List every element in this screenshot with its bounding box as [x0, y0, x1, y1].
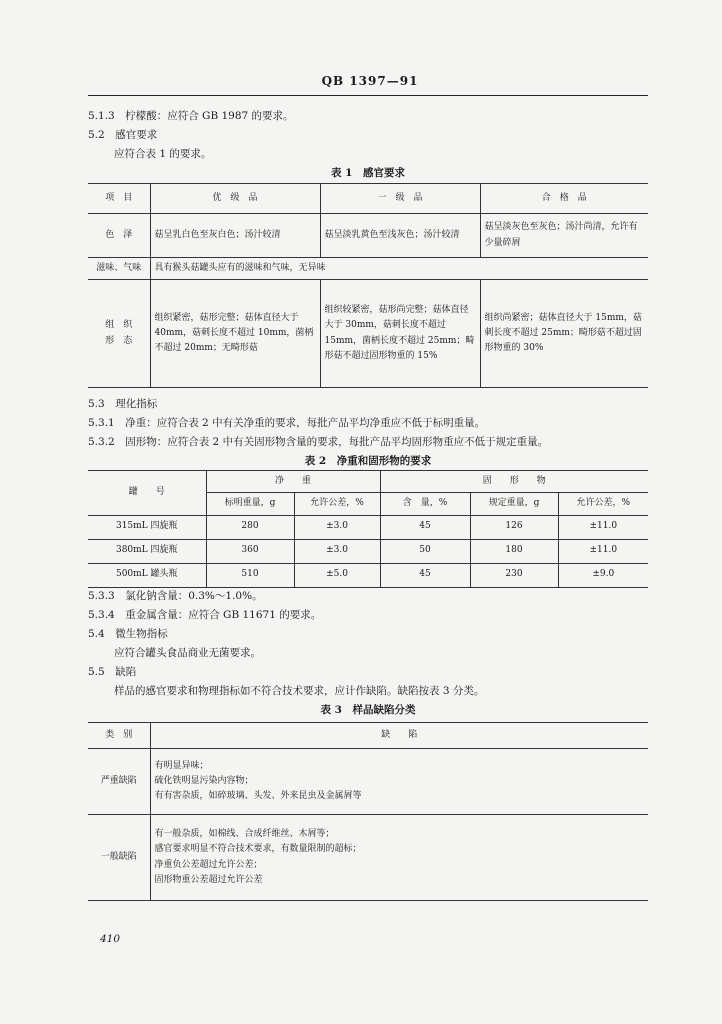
clause-5-5-heading: 5.5 缺陷	[88, 666, 137, 678]
table1-header-cell: 项 目	[88, 184, 150, 214]
table-cell: ±5.0	[294, 563, 380, 587]
table1-header-row	[88, 184, 648, 214]
list-item: 有明显异味；	[154, 760, 209, 771]
table2-subheader-cell: 允许公差，%	[558, 493, 648, 515]
clause-5-3-2: 5.3.2 固形物：应符合表 2 中有关固形物含量的要求，每批产品平均固形物重应不低于规定重量。	[88, 436, 549, 448]
table-cell: ±3.0	[294, 515, 380, 539]
header-rule	[88, 95, 648, 96]
defect-items	[150, 749, 648, 815]
list-item: 固形物重公差超过允许公差	[154, 874, 263, 885]
table2-subheader-cell: 规定重量，g	[470, 493, 558, 515]
clause-5-4-text: 应符合罐头食品商业无菌要求。	[114, 647, 261, 659]
sensory-table	[88, 183, 648, 388]
row-label: 组 织 形 态	[88, 280, 150, 388]
table3-header-cell: 类 别	[88, 723, 150, 749]
table-cell: 500mL 罐头瓶	[88, 563, 206, 587]
table3-header-row	[88, 723, 648, 749]
table-cell: 组织紧密，菇形完整；菇体直径大于 40mm，菇刺长度不超过 10mm，菌柄不超过 20mm；无畸形菇	[150, 280, 320, 388]
clause-5-3-3: 5.3.3 氯化钠含量：0.3%～1.0%。	[88, 590, 263, 602]
table-row	[88, 539, 648, 563]
table2-header-cell: 固 形 物	[380, 471, 648, 493]
table-cell: 230	[470, 563, 558, 587]
clause-5-2-text: 应符合表 1 的要求。	[114, 148, 212, 160]
table2-subheader-cell: 允许公差，%	[294, 493, 380, 515]
table-row	[88, 258, 648, 280]
defect-category: 严重缺陷	[88, 749, 150, 815]
table-cell: 菇呈淡灰色至灰色；汤汁尚清，允许有少量碎屑	[480, 214, 648, 258]
table-cell: 组织尚紧密；菇体直径大于 15mm，菇刺长度不超过 25mm；畸形菇不超过固形物重的 30%	[480, 280, 648, 388]
row-label: 色 泽	[88, 214, 150, 258]
table-row	[88, 749, 648, 815]
list-item: 感官要求明显不符合技术要求，有数量限制的超标；	[154, 844, 362, 855]
table2-subheader-cell: 含 量，%	[380, 493, 470, 515]
table-cell: 45	[380, 515, 470, 539]
table-row	[88, 563, 648, 587]
row-label: 滋味、气味	[88, 258, 150, 280]
list-item: 有有害杂质，如碎玻璃、头发、外来昆虫及金属屑等	[154, 791, 362, 802]
table-row	[88, 515, 648, 539]
table-cell: 280	[206, 515, 294, 539]
table-cell: 组织较紧密，菇形尚完整；菇体直径大于 30mm，菇刺长度不超过 15mm，菌柄长度不超过 25mm；畸形菇不超过固形物重的 15%	[320, 280, 480, 388]
net-weight-table	[88, 470, 648, 588]
table-cell: ±11.0	[558, 539, 648, 563]
table-cell: 126	[470, 515, 558, 539]
table2-subheader-cell: 标明重量，g	[206, 493, 294, 515]
defect-items	[150, 815, 648, 901]
table-cell: ±11.0	[558, 515, 648, 539]
clause-5-3-1: 5.3.1 净重：应符合表 2 中有关净重的要求，每批产品平均净重应不低于标明重量。	[88, 417, 486, 429]
table3-header-cell: 缺 陷	[150, 723, 648, 749]
list-item: 净重负公差超过允许公差；	[154, 859, 263, 870]
table1-caption: 表 1 感官要求	[331, 167, 405, 179]
table2-header-cell: 罐 号	[88, 471, 206, 516]
clause-5-4-heading: 5.4 微生物指标	[88, 628, 168, 640]
table-row	[88, 815, 648, 901]
clause-5-3-4: 5.3.4 重金属含量：应符合 GB 11671 的要求。	[88, 609, 322, 621]
table-cell: 菇呈乳白色至灰白色；汤汁较清	[150, 214, 320, 258]
table2-caption: 表 2 净重和固形物的要求	[304, 455, 432, 467]
table-cell: 菇呈淡乳黄色至浅灰色；汤汁较清	[320, 214, 480, 258]
page-number: 410	[100, 933, 121, 945]
clause-5-1-3: 5.1.3 柠檬酸：应符合 GB 1987 的要求。	[88, 110, 294, 122]
table1-header-cell: 一 级 品	[320, 184, 480, 214]
table-cell: 360	[206, 539, 294, 563]
defect-category: 一般缺陷	[88, 815, 150, 901]
list-item: 硫化铁明显污染内容物；	[154, 775, 254, 786]
table1-header-cell: 合 格 品	[480, 184, 648, 214]
table-cell: 45	[380, 563, 470, 587]
clause-5-3-heading: 5.3 理化指标	[88, 398, 158, 410]
table-row	[88, 214, 648, 258]
table-row	[88, 280, 648, 388]
table-cell: 50	[380, 539, 470, 563]
table-cell: 180	[470, 539, 558, 563]
table2-header-row	[88, 471, 648, 493]
table-cell: 315mL 四旋瓶	[88, 515, 206, 539]
standard-code: QB 1397—91	[321, 74, 419, 88]
table-cell: ±9.0	[558, 563, 648, 587]
table-cell: 380mL 四旋瓶	[88, 539, 206, 563]
table-cell: 510	[206, 563, 294, 587]
table3-caption: 表 3 样品缺陷分类	[320, 704, 416, 716]
list-item: 有一般杂质，如棉线、合成纤维丝、木屑等；	[154, 828, 335, 839]
table-cell: ±3.0	[294, 539, 380, 563]
table2-header-cell: 净 重	[206, 471, 380, 493]
table1-header-cell: 优 级 品	[150, 184, 320, 214]
clause-5-5-text: 样品的感官要求和物理指标如不符合技术要求，应计作缺陷。缺陷按表 3 分类。	[114, 685, 485, 697]
clause-5-2-heading: 5.2 感官要求	[88, 129, 158, 141]
table-cell: 具有猴头菇罐头应有的滋味和气味，无异味	[150, 258, 648, 280]
defect-table	[88, 722, 648, 901]
